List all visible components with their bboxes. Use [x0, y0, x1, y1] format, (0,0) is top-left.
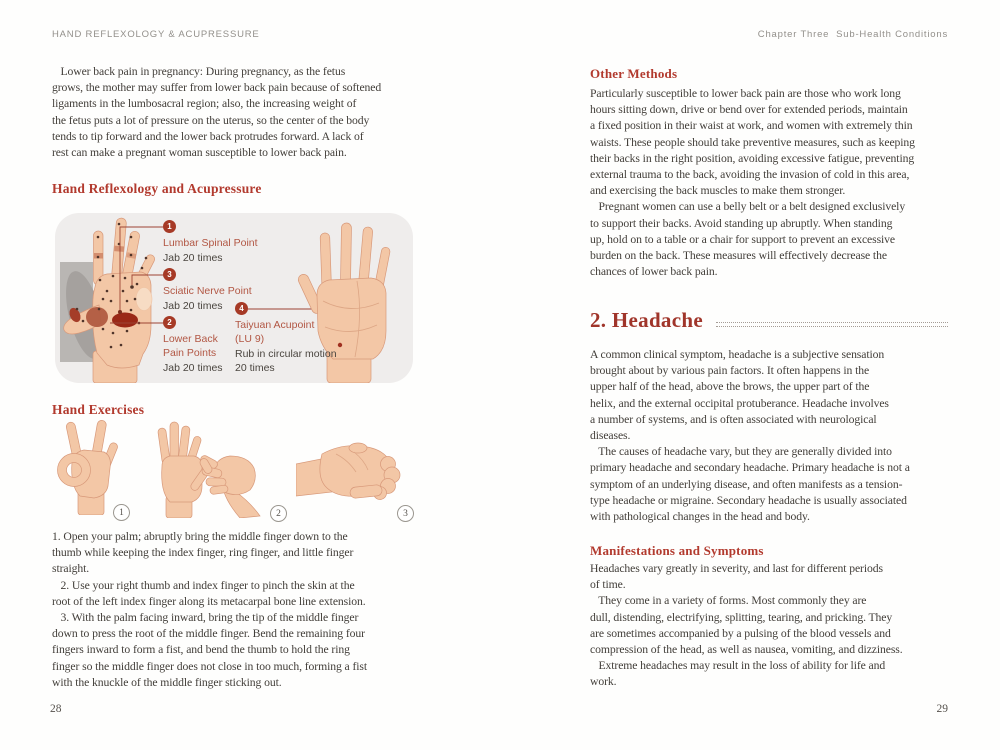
- exercises-heading: Hand Exercises: [52, 402, 145, 417]
- figure-number-1: 1: [113, 504, 130, 521]
- annotation-lumbar-spinal-point: [163, 220, 273, 265]
- left-page-number: 28: [50, 703, 62, 715]
- annotation-number-badge: 4: [235, 302, 248, 315]
- annotation-point-name: Taiyuan Acupoint (LU 9): [235, 319, 315, 345]
- annotation-number-badge: 1: [163, 220, 176, 233]
- headache-heading: 2. Headache: [590, 308, 703, 332]
- annotation-instruction: Jab 20 times: [163, 252, 223, 264]
- figure-number-2: 2: [270, 505, 287, 522]
- figure-number-3: 3: [397, 505, 414, 522]
- annotation-point-name: Lower Back Pain Points: [163, 333, 218, 359]
- headache-section-header: [590, 308, 948, 332]
- left-running-header: HAND REFLEXOLOGY & ACUPRESSURE: [52, 29, 260, 40]
- other-methods-heading: Other Methods: [590, 66, 678, 81]
- exercise-1-hand-illustration: [48, 420, 138, 515]
- annotation-number-badge: 3: [163, 268, 176, 281]
- exercise-3-fist-illustration: [296, 438, 411, 513]
- intro-paragraph: Lower back pain in pregnancy: During pregnancy, as the fetus grows, the mother may suffer from lower back pain because of softened ligaments in the lumbosacral region; also, the increasing weight of the fetus puts a lot of pressure on the uterus, so the center of the body tends to tip forward and the lower back protrudes forward. A lack of rest can make a pregnant woman susceptible to lower back pain.: [52, 65, 382, 160]
- right-page-number: 29: [936, 703, 948, 715]
- annotation-instruction: Jab 20 times: [163, 362, 223, 374]
- right-running-header: Chapter Three Sub-Health Conditions: [757, 29, 948, 40]
- annotation-taiyuan-acupoint: [235, 302, 343, 375]
- annotation-instruction: Jab 20 times: [163, 300, 223, 312]
- annotation-number-badge: 2: [163, 316, 176, 329]
- exercise-2-hands-illustration: [150, 420, 268, 518]
- reflexology-heading: Hand Reflexology and Acupressure: [52, 181, 262, 196]
- annotation-instruction: Rub in circular motion 20 times: [235, 348, 337, 374]
- manifestations-paragraphs: Headaches vary greatly in severity, and last for different periods of time. They come in a variety of forms. Most commonly they are dull, distending, electrifying, splitting, tearing, and pricking. They are sometimes accompanied by a pulsing of the blood vessels and compression of the head, as well as nausea, vomiting, and dizziness. Extreme headaches may result in the loss of ability for life and work.: [590, 562, 903, 689]
- annotation-lower-back-pain-points: [163, 316, 243, 375]
- other-methods-paragraphs: Particularly susceptible to lower back pain are those who work long hours sitting down, drive or bend over for extended periods, maintain a fixed position in their waist at work, and women with extremely thin waists. These people should take preventive measures, such as keeping their backs in the right position, avoiding excessive fatigue, preventing external trauma to the back, avoiding the invasion of cold in this area, and exercising the back muscles to make them stronger. Pregnant women can use a belly belt or a belt designed exclusively to support their backs. Avoid standing up abruptly. When standing up, hold on to a table or a chair for support to prevent an excessive burden on the back. These measures will effectively decrease the chances of lower back pain.: [590, 87, 915, 279]
- manifestations-heading: Manifestations and Symptoms: [590, 543, 764, 558]
- exercise-steps-paragraph: 1. Open your palm; abruptly bring the middle finger down to the thumb while keeping the index finger, ring finger, and little finger straight. 2. Use your right thumb and index finger to pinch the skin at the root of the left index finger along its metacarpal bone line extension. 3. With the palm facing inward, bring the tip of the middle finger down to press the root of the middle finger. Bend the remaining four fingers inward to form a fist, and bend the thumb to hold the ring finger so the middle finger does not close in too much, forming a fist with the knuckle of the middle finger sticking out.: [52, 530, 367, 689]
- reflexology-diagram-panel: [55, 213, 413, 383]
- annotation-point-name: Lumbar Spinal Point: [163, 237, 258, 249]
- dotted-leader-line: [716, 322, 948, 327]
- headache-intro-paragraphs: A common clinical symptom, headache is a subjective sensation brought about by various pain factors. It often happens in the upper half of the head, above the brows, the upper part of the helix, and the external occipital protuberance. Headache involves a number of systems, and is often associated with neurological diseases. The causes of headache vary, but they are generally divided into primary headache and secondary headache. Primary headache is not a symptom of an underlying disease, and often manifests as a tension- type headache or migraine. Secondary headache is usually associated with pathological changes in the head and body.: [590, 348, 910, 524]
- annotation-point-name: Sciatic Nerve Point: [163, 285, 252, 297]
